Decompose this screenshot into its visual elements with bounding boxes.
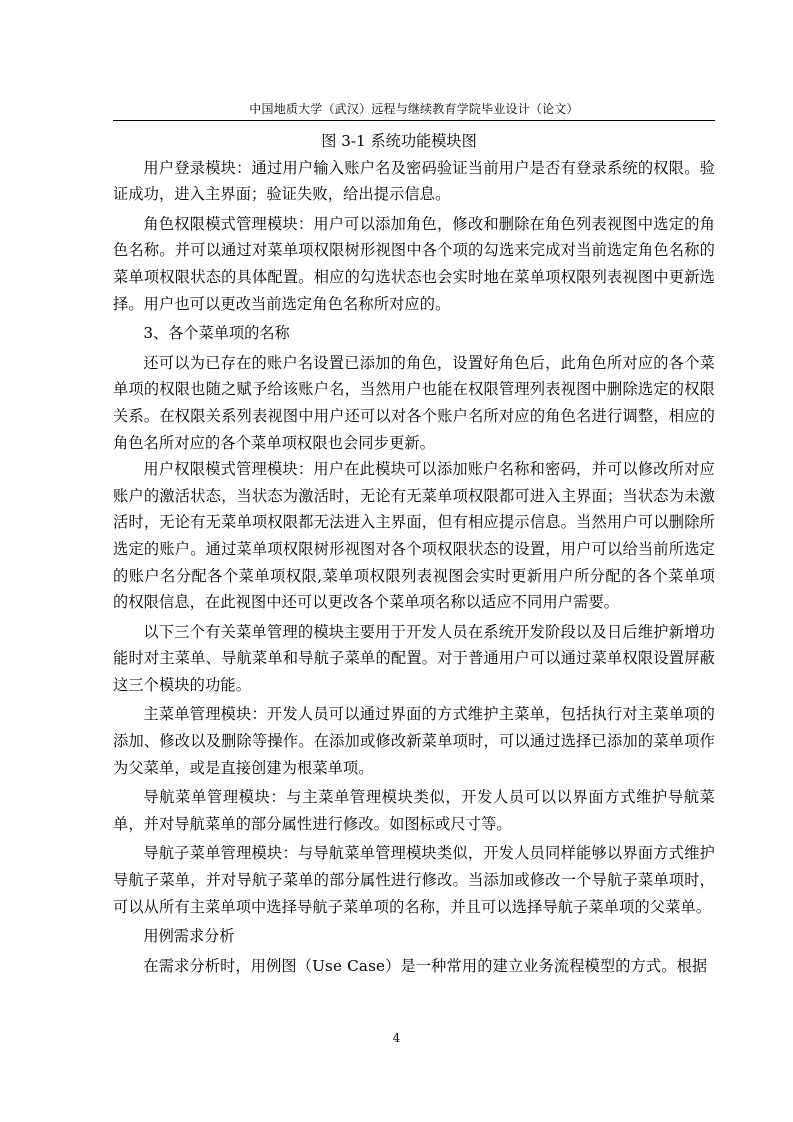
page-number: 4 bbox=[392, 1031, 401, 1045]
paragraph-main-menu: 主菜单管理模块：开发人员可以通过界面的方式维护主菜单，包括执行对主菜单项的添加、修改以及删除等操作。在添加或修改新菜单项时，可以通过选择已添加的菜单项作为父菜单，或是直接创建为根菜单项。 bbox=[113, 705, 715, 777]
subheading-use-case: 用例需求分析 bbox=[143, 927, 235, 946]
body-text bbox=[113, 128, 715, 982]
figure-caption: 图 3-1 系统功能模块图 bbox=[321, 132, 477, 150]
paragraph-user-permission: 用户权限模式管理模块：用户在此模块可以添加账户名称和密码，并可以修改所对应账户的激活状态，当状态为激活时，无论有无菜单项权限都可进入主界面；当状态为未激活时，无论有无菜单项权限都无法进入主界面，但有相应提示信息。当然用户可以删除所选定的账户。通过菜单项权限树形视图对各个项权限状态的设置，用户可以给当前所选定的账户名分配各个菜单项权限,菜单项权限列表视图会实时更新用户所分配的各个菜单项的权限信息，在此视图中还可以更改各个菜单项名称以适应不同用户需要。 bbox=[113, 460, 715, 612]
running-header: 中国地质大学（武汉）远程与继续教育学院毕业设计（论文） bbox=[249, 102, 579, 116]
paragraph-role-permission: 角色权限模式管理模块：用户可以添加角色，修改和删除在角色列表视图中选定的角色名称。并可以通过对菜单项权限树形视图中各个项的勾选来完成对当前选定角色名称的菜单项权限状态的具体配置。相应的勾选状态也会实时地在菜单项权限列表视图中更新选择。用户也可以更改当前选定角色名称所对应的。 bbox=[113, 214, 715, 313]
paragraph-nav-submenu: 导航子菜单管理模块：与导航菜单管理模块类似，开发人员同样能够以界面方式维护导航子菜单，并对导航子菜单的部分属性进行修改。当添加或修改一个导航子菜单项时，可以从所有主菜单项中选择导航子菜单项的名称，并且可以选择导航子菜单项的父菜单。 bbox=[113, 844, 715, 916]
subheading-menu-item-names: 3、各个菜单项的名称 bbox=[143, 324, 290, 343]
paragraph-use-case-intro: 在需求分析时，用例图（Use Case）是一种常用的建立业务流程模型的方式。根据 bbox=[143, 956, 708, 975]
paragraph-role-assignment: 还可以为已存在的账户名设置已添加的角色，设置好角色后，此角色所对应的各个菜单项的权限也随之赋予给该账户名，当然用户也能在权限管理列表视图中删除选定的权限关系。在权限关系列表视图中用户还可以对各个账户名所对应的角色名进行调整，相应的角色名所对应的各个菜单项权限也会同步更新。 bbox=[113, 353, 715, 452]
paragraph-nav-menu: 导航菜单管理模块：与主菜单管理模块类似，开发人员可以以界面方式维护导航菜单，并对导航菜单的部分属性进行修改。如图标或尺寸等。 bbox=[113, 788, 715, 833]
header-rule bbox=[113, 120, 715, 121]
paragraph-menu-modules-intro: 以下三个有关菜单管理的模块主要用于开发人员在系统开发阶段以及日后维护新增功能时对主菜单、导航菜单和导航子菜单的配置。对于普通用户可以通过菜单权限设置屏蔽这三个模块的功能。 bbox=[113, 622, 715, 694]
paragraph-user-login: 用户登录模块：通过用户输入账户名及密码验证当前用户是否有登录系统的权限。验证成功，进入主界面；验证失败，给出提示信息。 bbox=[113, 158, 715, 204]
